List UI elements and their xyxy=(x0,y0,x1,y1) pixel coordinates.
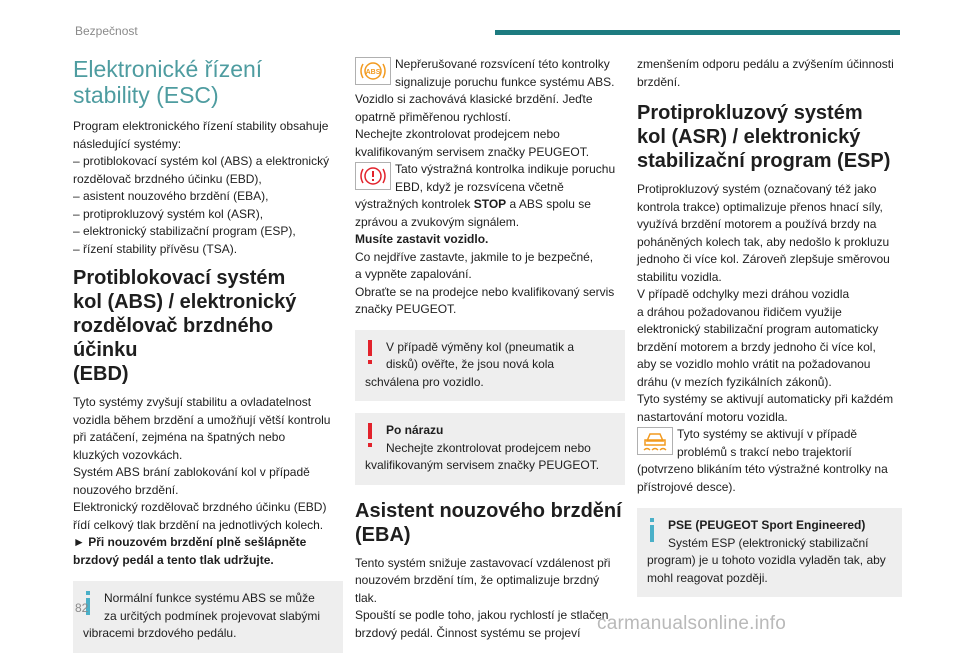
list-item: – protiblokovací systém kol (ABS) a elektronický xyxy=(73,154,330,168)
systems-list xyxy=(73,153,343,258)
lamp1-text: kvalifikovaným servisem značky PEUGEOT. xyxy=(355,144,590,159)
continued-line: brzdění. xyxy=(637,74,681,89)
eba-text-line: Tento systém snižuje zastavovací vzdálenost při xyxy=(355,555,611,570)
pse-title: PSE (PEUGEOT Sport Engineered) xyxy=(668,518,866,532)
eba-heading-line-2: (EBA) xyxy=(355,523,411,546)
asr-text-line: aby se vozidlo mohlo vrátit na požadovanou xyxy=(637,357,871,371)
abs-lamp-block xyxy=(355,56,625,91)
info-icon xyxy=(646,518,658,544)
abs-text-line: Systém ABS brání zablokování kol v případě xyxy=(73,465,310,479)
brake-lamp-block xyxy=(355,161,625,196)
column-1 xyxy=(73,56,343,663)
abs-heading-line-2: kol (ABS) / elektronický xyxy=(73,291,297,313)
warn2-title-wrap xyxy=(386,422,617,440)
lamp1-line-1: Nepřerušované rozsvícení této kontrolky xyxy=(395,57,610,71)
stop-label: STOP xyxy=(473,197,507,211)
asr-text-line: stabilitu vozidla. xyxy=(637,269,722,284)
warn1-line-2: disků) ověřte, že jsou nová kola xyxy=(386,357,555,371)
lamp2-text: Co nejdříve zastavte, jakmile to je bezpečné, xyxy=(355,249,594,264)
esp-lamp-line-4: přístrojové desce). xyxy=(637,479,736,494)
lamp1-line-2: signalizuje poruchu funkce systému ABS. xyxy=(395,74,615,89)
lamp2-line-2: EBD, když je rozsvícena včetně xyxy=(395,179,564,194)
abs-text-line: při zatáčení, zejména na špatných nebo xyxy=(73,430,286,444)
abs-text-line: Elektronický rozdělovač brzdného účinku (EBD) xyxy=(73,500,327,514)
abs-text-line: vozidla během brzdění a umožňují větší kontrolu xyxy=(73,412,331,427)
lamp1-text: opatrně přiměřenou rychlostí. xyxy=(355,109,512,124)
lamp1-text: Nechejte zkontrolovat prodejcem nebo xyxy=(355,127,560,141)
emergency-braking-instruction xyxy=(73,534,343,552)
warn2-line-1: Nechejte zkontrolovat prodejcem nebo xyxy=(386,440,591,455)
list-item: – elektronický stabilizační program (ESP), xyxy=(73,224,296,238)
emergency-line-2: brzdový pedál a tento tlak udržujte. xyxy=(73,552,274,567)
header-accent-bar xyxy=(495,30,900,35)
info-line-1: Normální funkce systému ABS se může xyxy=(104,591,315,605)
page-title xyxy=(73,56,343,108)
abs-text-line: Tyto systémy zvyšují stabilitu a ovladatelnost xyxy=(73,395,312,409)
column-3 xyxy=(637,56,902,607)
page-number: 82 xyxy=(75,601,89,615)
intro-line-1: Program elektronického řízení stability obsahuje xyxy=(73,119,329,133)
lamp2-line-3 xyxy=(355,196,625,214)
pse-line-3: mohl reagovat později. xyxy=(647,570,768,585)
warn2-title: Po nárazu xyxy=(386,423,444,437)
abs-heading xyxy=(73,266,343,386)
list-item: rozdělovač brzdného účinku (EBD), xyxy=(73,171,262,186)
esp-lamp-block xyxy=(637,426,902,461)
eba-text-line: Spouští se podle toho, jakou rychlostí je stlačen xyxy=(355,608,609,622)
asr-heading-line-1: Protiprokluzový systém xyxy=(637,102,863,124)
info-callout-abs xyxy=(73,581,343,653)
pse-line-1: Systém ESP (elektronický stabilizační xyxy=(668,535,869,550)
esp-skid-lamp-icon xyxy=(637,427,673,455)
asr-text-line: poháněných kolech tak, aby nedošlo k prokluzu xyxy=(637,234,890,249)
lamp2-line-3-pre: výstražných kontrolek xyxy=(355,197,474,211)
lamp2-text: Obraťte se na prodejce nebo kvalifikovaný servis xyxy=(355,284,615,299)
asr-text-line: dráhu (v mezích fyzikálních zákonů). xyxy=(637,374,832,389)
abs-heading-line-3: rozdělovač brzdného účinku xyxy=(73,315,274,361)
asr-text-line: a dráhou požadovanou řidičem využije xyxy=(637,304,842,319)
emergency-line-1: ► Při nouzovém brzdění plně sešlápněte xyxy=(73,535,307,549)
asr-text-line: kontrola trakce) optimalizuje přenos hnací síly, xyxy=(637,199,883,214)
asr-text-line: využívá brzdění motorem a používá brzdy na xyxy=(637,217,877,231)
list-item: – protiprokluzový systém kol (ASR), xyxy=(73,206,264,221)
asr-text-line: brzdění motorem a brzdy jednoho či více kol, xyxy=(637,339,876,354)
asr-text-line: nastartování motoru vozidla. xyxy=(637,409,788,424)
abs-heading-line-1: Protiblokovací systém xyxy=(73,267,286,289)
eba-text-line: brzdový pedál. Činnost systému se projeví xyxy=(355,625,581,640)
continued-line: zmenšením odporu pedálu a zvýšením účinnosti xyxy=(637,57,894,71)
lamp2-text: značky PEUGEOT. xyxy=(355,302,457,316)
asr-text-line: V případě odchylky mezi dráhou vozidla xyxy=(637,287,850,301)
asr-text-line: Tyto systémy se aktivují automaticky při každém xyxy=(637,392,894,406)
esp-lamp-line-1: Tyto systémy se aktivují v případě xyxy=(677,427,858,441)
lamp2-line-1: Tato výstražná kontrolka indikuje poruchu xyxy=(395,162,616,176)
list-item: – asistent nouzového brzdění (EBA), xyxy=(73,189,269,203)
emergency-line-2-wrap xyxy=(73,552,343,570)
abs-text-line: nouzového brzdění. xyxy=(73,482,179,497)
asr-heading-line-2: kol (ASR) / elektronický xyxy=(637,126,861,148)
asr-text-line: jednoho či více kol. Zároveň zlepšuje směrovou xyxy=(637,252,890,266)
asr-heading-line-3: stabilizační program (ESP) xyxy=(637,150,891,172)
abs-warning-lamp-icon xyxy=(355,57,391,85)
lamp1-text: Vozidlo si zachovává klasické brzdění. Jeďte xyxy=(355,92,593,106)
warn1-line-3: schválena pro vozidlo. xyxy=(365,374,484,389)
warn1-line-1: V případě výměny kol (pneumatik a xyxy=(386,339,575,354)
info-callout-pse xyxy=(637,508,902,597)
brake-warning-lamp-icon xyxy=(355,162,391,190)
svg-text:ABS: ABS xyxy=(365,69,381,76)
warning-icon xyxy=(364,340,376,366)
eba-heading-line-1: Asistent nouzového brzdění xyxy=(355,499,622,522)
warning-callout-impact xyxy=(355,413,625,485)
warning-icon xyxy=(364,423,376,449)
esp-lamp-line-2: problémů s trakcí nebo trajektorií xyxy=(677,444,852,459)
eba-text-line: tlak. xyxy=(355,590,378,605)
page-title-line-1: Elektronické řízení xyxy=(73,56,263,82)
pse-title-wrap xyxy=(668,517,894,535)
lamp2-line-3-post: a ABS spolu se xyxy=(506,197,591,211)
warn2-line-2: kvalifikovaným servisem značky PEUGEOT. xyxy=(365,458,600,472)
asr-text-line: elektronický stabilizační program automaticky xyxy=(637,322,879,336)
watermark: carmanualsonline.info xyxy=(597,613,787,634)
section-label: Bezpečnost xyxy=(75,24,138,38)
pse-line-2: program) je u tohoto vozidla vyladěn tak, aby xyxy=(647,553,886,567)
asr-heading xyxy=(637,101,902,173)
info-line-2: za určitých podmínek projevovat slabými xyxy=(104,608,321,623)
lamp2-line-4: zprávou a zvukovým signálem. xyxy=(355,214,520,229)
abs-text-line: kluzkých vozovkách. xyxy=(73,447,183,462)
eba-text-line: nouzovém brzdění tím, že optimalizuje brzdný xyxy=(355,573,600,587)
esp-lamp-line-3: (potvrzeno blikáním této výstražné kontrolky na xyxy=(637,462,888,476)
asr-text-line: Protiprokluzový systém (označovaný též jako xyxy=(637,182,877,196)
lamp2-text: a vypněte zapalování. xyxy=(355,267,472,281)
intro-line-2: následující systémy: xyxy=(73,136,182,151)
abs-text-line: řídí celkový tlak brzdění na jednotlivých kolech. xyxy=(73,517,324,532)
abs-heading-line-4: (EBD) xyxy=(73,363,129,385)
warning-callout-wheels xyxy=(355,330,625,402)
eba-heading xyxy=(355,499,625,547)
page-title-line-2: stability (ESC) xyxy=(73,82,219,108)
must-stop-wrap xyxy=(355,231,625,249)
column-2 xyxy=(355,56,625,642)
must-stop-line: Musíte zastavit vozidlo. xyxy=(355,232,489,246)
info-line-3: vibracemi brzdového pedálu. xyxy=(83,626,237,640)
list-item: – řízení stability přívěsu (TSA). xyxy=(73,241,238,256)
